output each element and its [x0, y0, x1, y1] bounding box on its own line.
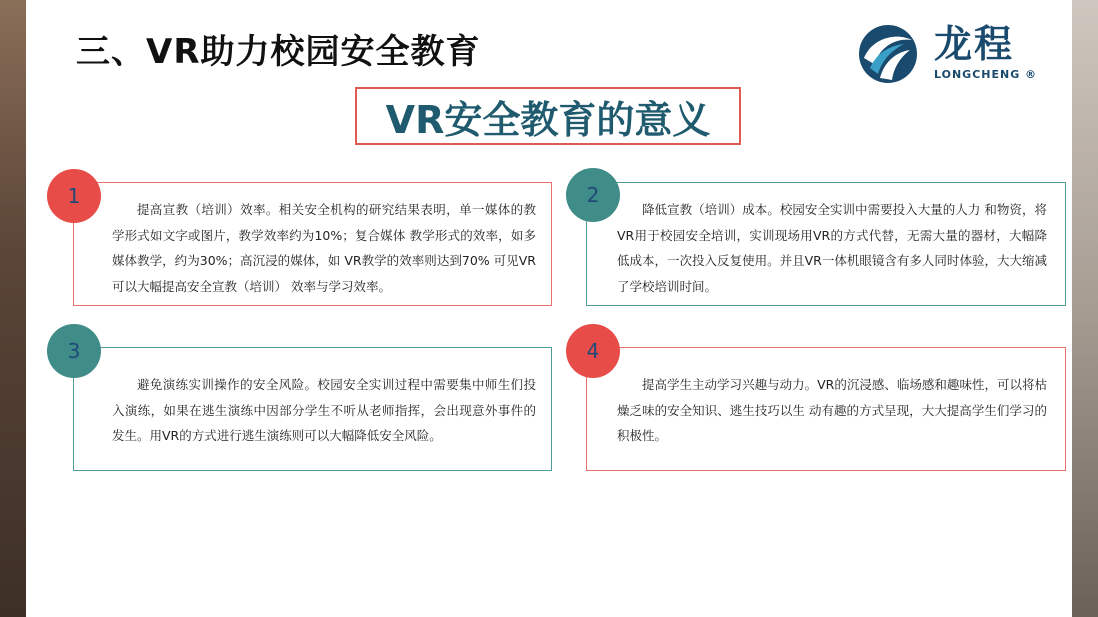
- logo-english-name: LONGCHENG ®: [934, 68, 1038, 81]
- card-2-number: 2: [566, 168, 620, 222]
- card-2: [586, 182, 1066, 306]
- card-1-text: 提高宣教（培训）效率。相关安全机构的研究结果表明，单一媒体的教学形式如文字或图片，教学效率约为10%；复合媒体 教学形式的效率，如多媒体教学，约为30%；高沉浸的媒体，如 VR教学的效率则达到70% 可见VR可以大幅提高安全宣教（培训） 效率与学习效率。: [112, 202, 536, 294]
- card-4-text: 提高学生主动学习兴趣与动力。VR的沉浸感、临场感和趣味性，可以将枯燥乏味的安全知识、逃生技巧以生 动有趣的方式呈现，大大提高学生们学习的积极性。: [617, 377, 1047, 443]
- background-photo-left: [0, 0, 26, 617]
- card-1: [73, 182, 552, 306]
- background-photo-right: [1072, 0, 1098, 617]
- longcheng-logo: [858, 22, 1048, 86]
- card-4: [586, 347, 1066, 471]
- logo-chinese-name: 龙程: [934, 22, 1015, 66]
- main-title: VR安全教育的意义: [355, 87, 741, 145]
- card-1-number: 1: [47, 169, 101, 223]
- logo-mark-icon: [858, 24, 918, 84]
- card-3-number: 3: [47, 324, 101, 378]
- card-2-text: 降低宣教（培训）成本。校园安全实训中需要投入大量的人力 和物资，将VR用于校园安全培训，实训现场用VR的方式代替，无需大量的器材，大幅降低成本，一次投入反复使用。并且VR一体机眼镜含有多人同时体验，大大缩减了学校培训时间。: [617, 202, 1047, 294]
- card-4-number: 4: [566, 324, 620, 378]
- section-title: 三、VR助力校园安全教育: [76, 32, 481, 72]
- card-3: [73, 347, 552, 471]
- slide: [26, 0, 1072, 617]
- card-3-text: 避免演练实训操作的安全风险。校园安全实训过程中需要集中师生们投入演练，如果在逃生演练中因部分学生不听从老师指挥，会出现意外事件的发生。用VR的方式进行逃生演练则可以大幅降低安全风险。: [112, 377, 536, 443]
